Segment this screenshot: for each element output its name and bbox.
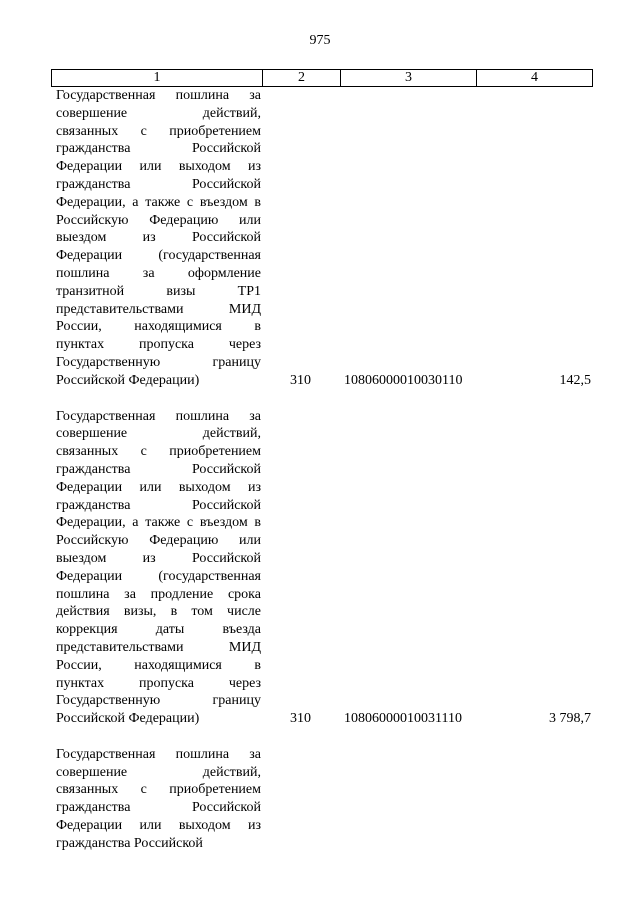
row-amount: 142,5 [559, 372, 591, 388]
row-description [56, 87, 261, 390]
description-line: пошлина за оформление [56, 265, 261, 281]
description-line: Федерации, а также с въездом в [56, 515, 261, 531]
row-kbk: 10806000010031110 [344, 711, 462, 727]
description-line: пунктах пропуска через [56, 337, 261, 353]
description-line: Российской Федерации) [56, 372, 200, 388]
description-line: действия визы, в том числе [56, 604, 261, 620]
row-amount: 3 798,7 [549, 711, 591, 727]
description-line: Государственную границу [56, 354, 261, 370]
description-line: Федерации или выходом из [56, 159, 261, 175]
column-header-4: 4 [531, 70, 538, 85]
table-row [51, 87, 593, 390]
description-line: связанных с приобретением [56, 123, 261, 139]
description-line: пунктах пропуска через [56, 675, 261, 691]
description-line: Федерации (государственная [56, 248, 261, 264]
description-line: гражданства Российской [56, 800, 261, 816]
description-line: представительствами МИД [56, 301, 261, 317]
description-line: Федерации, а также с въездом в [56, 194, 261, 210]
table-column-header [51, 69, 593, 87]
description-line: представительствами МИД [56, 639, 261, 655]
column-header-1: 1 [52, 70, 263, 86]
column-header-2: 2 [263, 70, 341, 86]
row-description [56, 746, 261, 853]
description-line: России, находящимися в [56, 657, 261, 673]
page-number: 975 [309, 33, 331, 48]
row-description [56, 408, 261, 728]
description-line: выездом из Российской [56, 550, 261, 566]
table-body [51, 87, 593, 871]
description-line: гражданства Российской [56, 461, 261, 477]
description-line: Российскую Федерацию или [56, 212, 261, 228]
description-line: Российскую Федерацию или [56, 533, 261, 549]
row-kbk: 10806000010030110 [344, 372, 463, 388]
description-line: Государственная пошлина за [56, 88, 261, 103]
description-line: России, находящимися в [56, 319, 261, 335]
description-line: Государственная пошлина за [56, 408, 261, 424]
description-line: связанных с приобретением [56, 782, 261, 798]
description-line: коррекция даты въезда [56, 622, 261, 638]
description-line: гражданства Российской [56, 835, 203, 851]
description-line: Российской Федерации) [56, 711, 200, 727]
description-line: совершение действий, [56, 105, 261, 121]
description-line: гражданства Российской [56, 141, 261, 157]
row-code: 310 [290, 711, 311, 727]
description-line: гражданства Российской [56, 176, 261, 192]
description-line: выездом из Российской [56, 230, 261, 246]
description-line: Федерации (государственная [56, 568, 261, 584]
description-line: совершение действий, [56, 426, 261, 442]
column-header-3: 3 [341, 70, 477, 86]
description-line: пошлина за продление срока [56, 586, 261, 602]
description-line: совершение действий, [56, 764, 261, 780]
description-line: Федерации или выходом из [56, 479, 261, 495]
description-line: Государственная пошлина за [56, 746, 261, 762]
description-line: Государственную границу [56, 693, 261, 709]
table-row [51, 408, 593, 728]
row-code: 310 [290, 372, 311, 388]
table-row [51, 746, 593, 853]
description-line: гражданства Российской [56, 497, 261, 513]
description-line: Федерации или выходом из [56, 818, 261, 834]
description-line: связанных с приобретением [56, 444, 261, 460]
description-line: транзитной визы ТР1 [56, 283, 261, 299]
